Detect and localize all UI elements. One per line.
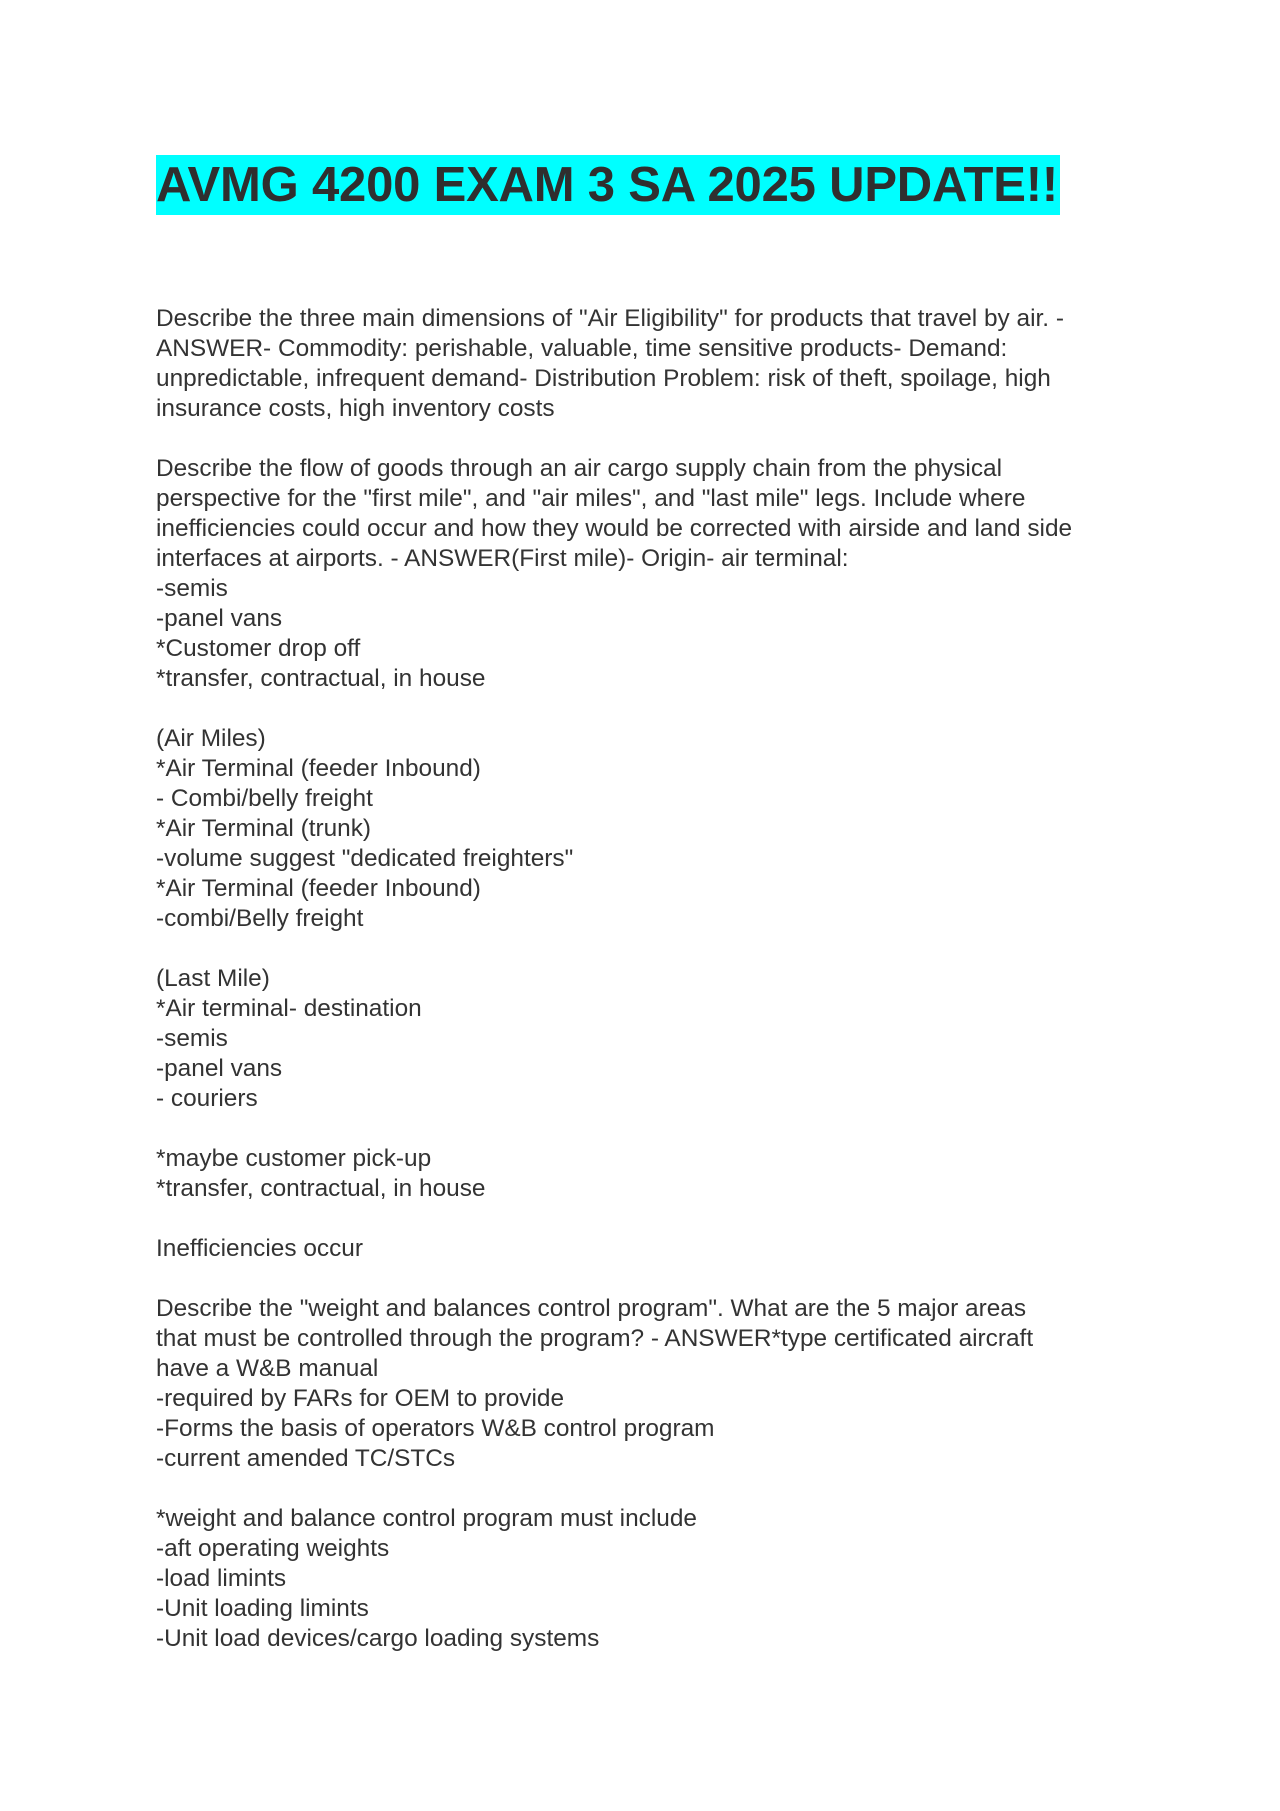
text-line: interfaces at airports. - ANSWER(First mile)- Origin- air terminal: [156, 545, 849, 572]
text-line: (Last Mile) [156, 965, 270, 992]
text-line: -required by FARs for OEM to provide [156, 1385, 565, 1412]
document-title: AVMG 4200 EXAM 3 SA 2025 UPDATE!! [156, 155, 1060, 215]
text-line: *Air terminal- destination [156, 995, 422, 1022]
text-line: -combi/Belly freight [156, 905, 364, 932]
paragraph-block [156, 1144, 1136, 1204]
text-line: -current amended TC/STCs [156, 1445, 456, 1472]
paragraph-block [156, 1294, 1136, 1474]
text-line: (Air Miles) [156, 725, 266, 752]
text-line: -Unit load devices/cargo loading systems [156, 1625, 600, 1652]
text-line: *Customer drop off [156, 635, 361, 662]
text-line: Describe the flow of goods through an air cargo supply chain from the physical [156, 455, 1003, 482]
text-line: Describe the three main dimensions of "Air Eligibility" for products that travel by air. - [156, 305, 1064, 332]
paragraph-block [156, 454, 1136, 694]
text-line: inefficiencies could occur and how they would be corrected with airside and land side [156, 515, 1073, 542]
text-line: that must be controlled through the program? - ANSWER*type certificated aircraft [156, 1325, 1034, 1352]
text-line: *transfer, contractual, in house [156, 1175, 486, 1202]
text-line: *weight and balance control program must include [156, 1505, 697, 1532]
text-line: *Air Terminal (trunk) [156, 815, 372, 842]
text-line: -load limints [156, 1565, 287, 1592]
paragraph-block [156, 724, 1136, 934]
text-line: *Air Terminal (feeder Inbound) [156, 875, 481, 902]
paragraph-block [156, 964, 1136, 1114]
text-line: -Unit loading limints [156, 1595, 369, 1622]
text-line: - Combi/belly freight [156, 785, 373, 812]
text-line: -panel vans [156, 605, 283, 632]
paragraph-block [156, 1234, 1136, 1264]
document-body [156, 304, 1136, 1684]
text-line: -Forms the basis of operators W&B control program [156, 1415, 715, 1442]
text-line: -semis [156, 575, 228, 602]
text-line: Describe the "weight and balances control program". What are the 5 major areas [156, 1295, 1027, 1322]
text-line: Inefficiencies occur [156, 1235, 363, 1262]
text-line: perspective for the "first mile", and "air miles", and "last mile" legs. Include where [156, 485, 1026, 512]
paragraph-block [156, 1504, 1136, 1654]
text-line: ANSWER- Commodity: perishable, valuable, time sensitive products- Demand: [156, 335, 1008, 362]
text-line: *Air Terminal (feeder Inbound) [156, 755, 481, 782]
text-line: -semis [156, 1025, 228, 1052]
text-line: -aft operating weights [156, 1535, 390, 1562]
text-line: - couriers [156, 1085, 258, 1112]
text-line: *maybe customer pick-up [156, 1145, 432, 1172]
paragraph-block [156, 304, 1136, 424]
text-line: -panel vans [156, 1055, 283, 1082]
text-line: *transfer, contractual, in house [156, 665, 486, 692]
text-line: -volume suggest "dedicated freighters" [156, 845, 574, 872]
text-line: unpredictable, infrequent demand- Distribution Problem: risk of theft, spoilage, high [156, 365, 1051, 392]
text-line: have a W&B manual [156, 1355, 379, 1382]
text-line: insurance costs, high inventory costs [156, 395, 555, 422]
title-container [156, 155, 1060, 215]
